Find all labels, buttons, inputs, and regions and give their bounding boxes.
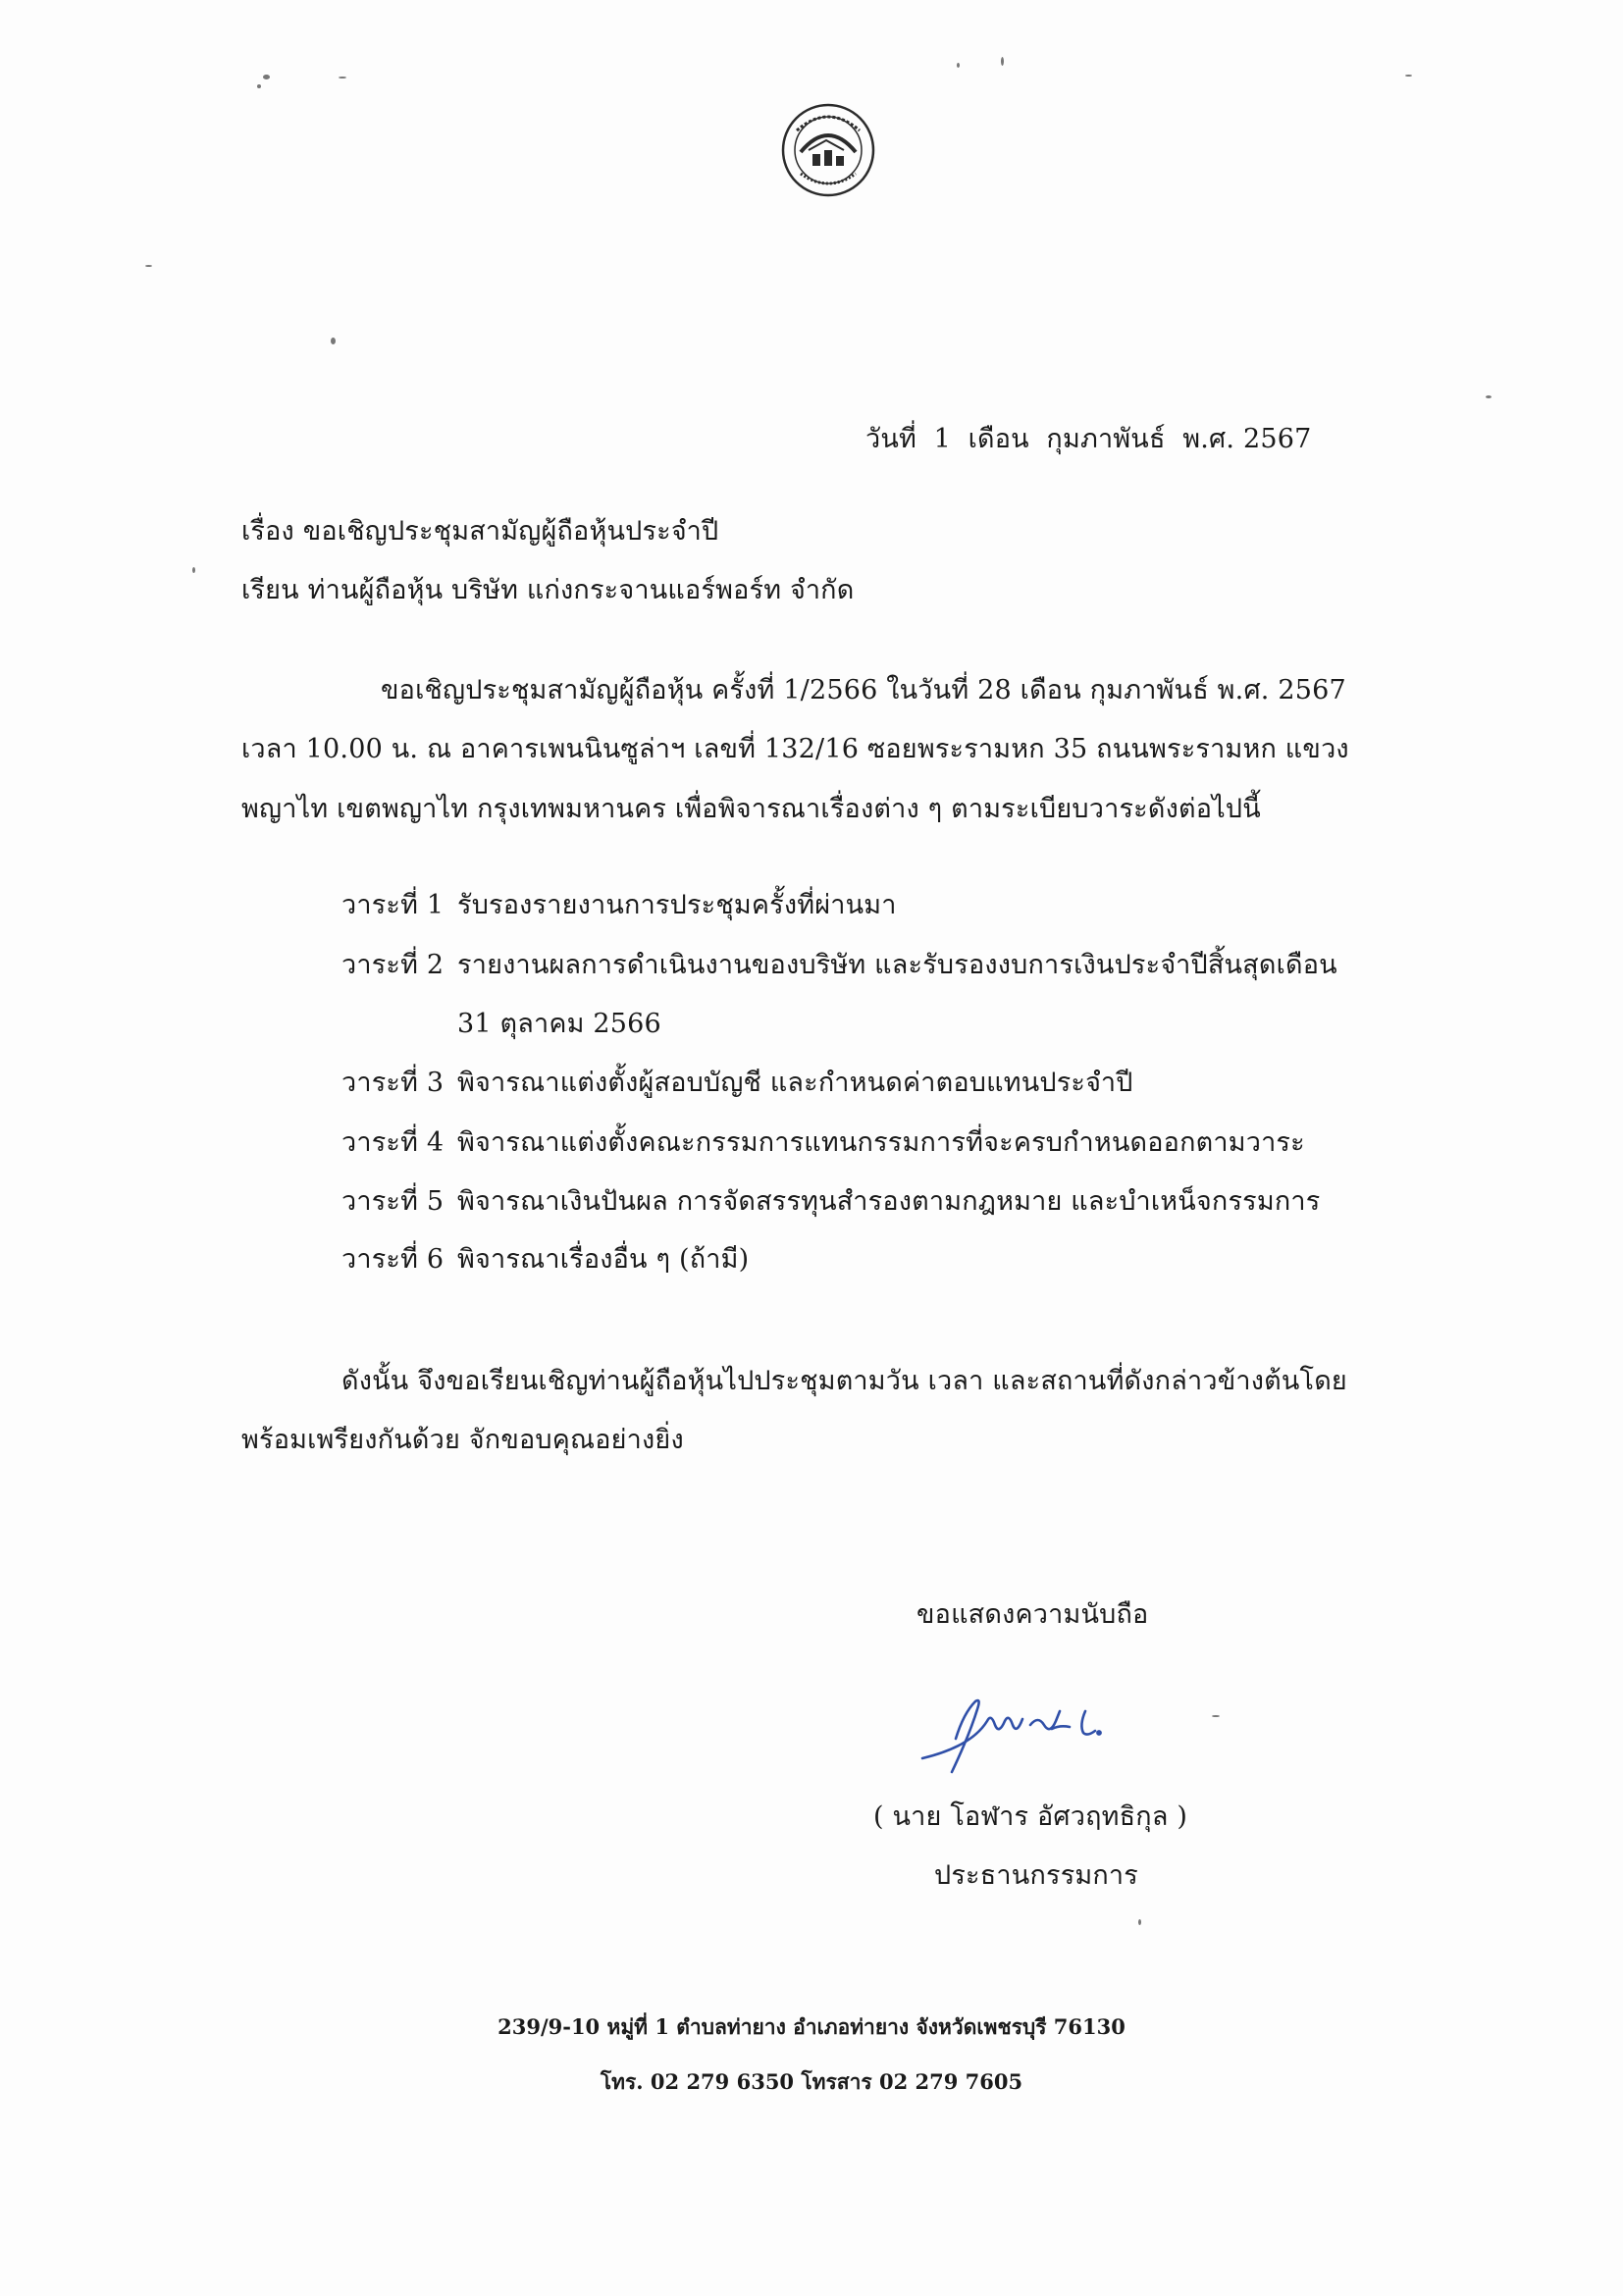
closing-line-1: ดังนั้น จึงขอเรียนเชิญท่านผู้ถือหุ้นไปประชุมตามวัน เวลา และสถานที่ดังกล่าวข้างต้นโดย	[341, 1366, 1347, 1396]
scan-speck	[257, 84, 261, 88]
scan-speck	[1405, 75, 1412, 77]
date-day: 1	[933, 424, 951, 454]
date-era: พ.ศ.	[1182, 424, 1235, 454]
scan-speck	[957, 63, 960, 68]
body-line-2: เวลา 10.00 น. ณ อาคารเพนนินซูล่าฯ เลขที่ 132/16 ซอยพระรามหก 35 ถนนพระรามหก แขวง	[241, 734, 1349, 764]
agenda-text: พิจารณาแต่งตั้งคณะกรรมการแทนกรรมการที่จะครบกำหนดออกตามวาระ	[457, 1127, 1305, 1158]
agenda-item	[341, 946, 1337, 985]
agenda-item	[341, 886, 897, 925]
subject-text: ขอเชิญประชุมสามัญผู้ถือหุ้นประจำปี	[302, 516, 719, 547]
footer-phone: โทร. 02 279 6350 โทรสาร 02 279 7605	[600, 2069, 1023, 2094]
scan-speck	[339, 77, 346, 78]
subject-label: เรื่อง	[241, 516, 294, 547]
handwritten-signature-icon	[913, 1686, 1148, 1794]
date-month-label: เดือน	[968, 424, 1029, 454]
agenda-item	[341, 1064, 1133, 1103]
agenda-number: วาระที่ 1	[341, 890, 445, 920]
date-label: วันที่	[865, 424, 917, 454]
agenda-item-continuation: 31 ตุลาคม 2566	[457, 1009, 661, 1039]
closing-line-2: พร้อมเพรียงกันด้วย จักขอบคุณอย่างยิ่ง	[241, 1425, 684, 1455]
date-year: 2567	[1242, 424, 1312, 454]
scan-speck	[1001, 57, 1004, 66]
agenda-number: วาระที่ 2	[341, 950, 445, 980]
signatory-title: ประธานกรรมการ	[934, 1860, 1139, 1891]
body-line-3: พญาไท เขตพญาไท กรุงเทพมหานคร เพื่อพิจารณาเรื่องต่าง ๆ ตามระเบียบวาระดังต่อไปนี้	[241, 794, 1261, 824]
scan-speck	[145, 265, 152, 267]
agenda-number: วาระที่ 5	[341, 1186, 445, 1217]
recipient-line	[241, 571, 854, 610]
recipient-text: ท่านผู้ถือหุ้น บริษัท แก่งกระจานแอร์พอร์ท จำกัด	[307, 575, 855, 605]
footer-address: 239/9-10 หมู่ที่ 1 ตำบลท่ายาง อำเภอท่ายาง จังหวัดเพชรบุรี 76130	[497, 2014, 1126, 2039]
agenda-number: วาระที่ 6	[341, 1244, 445, 1275]
agenda-item	[341, 1240, 749, 1279]
scan-speck	[1212, 1715, 1220, 1717]
agenda-text: รับรองรายงานการประชุมครั้งที่ผ่านมา	[457, 890, 897, 920]
agenda-text: พิจารณาเรื่องอื่น ๆ (ถ้ามี)	[457, 1244, 750, 1275]
signatory-name: ( นาย โอฬาร อัศวฤทธิกุล )	[873, 1801, 1188, 1832]
agenda-text: รายงานผลการดำเนินงานของบริษัท และรับรองงบการเงินประจำปีสิ้นสุดเดือน	[457, 950, 1337, 980]
regards-text: ขอแสดงความนับถือ	[916, 1599, 1149, 1630]
body-line-1: ขอเชิญประชุมสามัญผู้ถือหุ้น ครั้งที่ 1/2566 ในวันที่ 28 เดือน กุมภาพันธ์ พ.ศ. 2567	[381, 675, 1346, 705]
scan-speck	[331, 338, 336, 344]
scan-speck	[1486, 395, 1492, 398]
letter-date	[865, 420, 1311, 459]
agenda-number: วาระที่ 4	[341, 1127, 445, 1158]
agenda-text: พิจารณาเงินปันผล การจัดสรรทุนสำรองตามกฎหมาย และบำเหน็จกรรมการ	[457, 1186, 1321, 1217]
agenda-item	[341, 1123, 1305, 1163]
scan-speck	[192, 567, 195, 573]
scan-speck	[263, 75, 270, 79]
date-month: กุมภาพันธ์	[1046, 424, 1166, 454]
company-seal-logo-icon	[779, 101, 877, 199]
scan-speck	[1138, 1919, 1141, 1925]
agenda-text: พิจารณาแต่งตั้งผู้สอบบัญชี และกำหนดค่าตอบแทนประจำปี	[457, 1068, 1133, 1098]
subject-line	[241, 512, 718, 551]
agenda-item	[341, 1182, 1321, 1222]
agenda-number: วาระที่ 3	[341, 1068, 445, 1098]
recipient-label: เรียน	[241, 575, 299, 605]
